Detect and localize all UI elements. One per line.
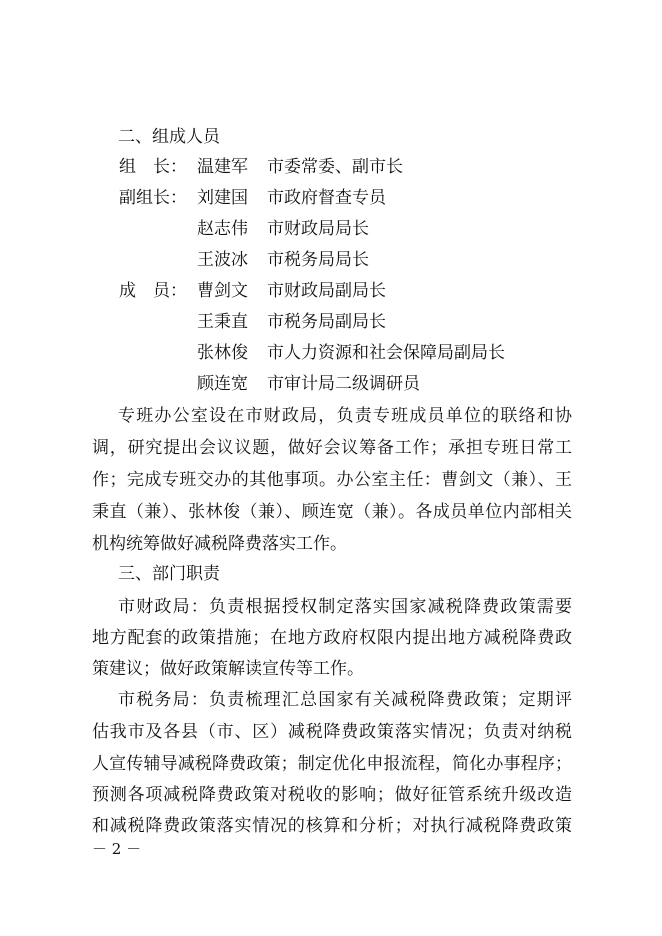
tax-paragraph-line: 市税务局：负责梳理汇总国家有关减税降费政策；定期评: [118, 690, 572, 710]
member-title: 市审计局二级调研员: [267, 374, 420, 394]
member-title: 市政府督查专员: [267, 188, 386, 208]
member-row: [92, 244, 572, 276]
member-title: 市税务局局长: [267, 250, 369, 270]
member-row: [92, 337, 572, 369]
member-name: 张林俊: [197, 343, 248, 363]
member-title: 市税务局副局长: [267, 312, 386, 332]
member-role: 成 员：: [119, 281, 187, 301]
tax-paragraph-line: 和减税降费政策落实情况的核算和分析；对执行减税降费政策: [92, 816, 572, 836]
member-row: [92, 275, 572, 307]
member-title: 市财政局副局长: [267, 281, 386, 301]
member-row: [92, 213, 572, 245]
tax-paragraph-line: 估我市及各县（市、区）减税降费政策落实情况；负责对纳税: [92, 722, 572, 742]
member-name: 曹剑文: [197, 281, 248, 301]
office-paragraph-line: 秉直（兼）、张林俊（兼）、顾连宽（兼）。各成员单位内部相关: [92, 502, 572, 522]
office-paragraph-line: 专班办公室设在市财政局，负责专班成员单位的联络和协: [118, 406, 572, 426]
member-name: 王秉直: [197, 312, 248, 332]
section-2-heading: 二、组成人员: [118, 127, 220, 147]
member-row: [92, 368, 572, 400]
tax-paragraph-line: 预测各项减税降费政策对税收的影响；做好征管系统升级改造: [92, 785, 572, 805]
member-name: 赵志伟: [197, 219, 248, 239]
finance-paragraph-line: 策建议；做好政策解读宣传等工作。: [92, 659, 364, 679]
office-paragraph-line: 机构统筹做好减税降费落实工作。: [92, 534, 347, 554]
section-3-heading: 三、部门职责: [118, 564, 220, 584]
member-title: 市委常委、副市长: [267, 157, 403, 177]
finance-paragraph-line: 地方配套的政策措施；在地方政府权限内提出地方减税降费政: [92, 628, 572, 648]
office-paragraph-line: 调，研究提出会议议题，做好会议筹备工作；承担专班日常工: [92, 438, 572, 458]
member-row: [92, 182, 572, 214]
office-paragraph-line: 作；完成专班交办的其他事项。办公室主任：曹剑文（兼）、王: [92, 470, 572, 490]
member-row: [92, 306, 572, 338]
member-name: 刘建国: [197, 188, 248, 208]
member-row: [92, 151, 572, 183]
page-number: － 2 －: [92, 840, 142, 858]
member-name: 顾连宽: [197, 374, 248, 394]
member-role: 副组长：: [119, 188, 187, 208]
member-title: 市财政局局长: [267, 219, 369, 239]
member-role: 组 长：: [119, 157, 187, 177]
member-name: 王波冰: [197, 250, 248, 270]
finance-paragraph-line: 市财政局：负责根据授权制定落实国家减税降费政策需要: [118, 597, 572, 617]
member-title: 市人力资源和社会保障局副局长: [267, 343, 505, 363]
tax-paragraph-line: 人宣传辅导减税降费政策；制定优化申报流程，简化办事程序；: [92, 754, 572, 774]
member-name: 温建军: [197, 157, 248, 177]
